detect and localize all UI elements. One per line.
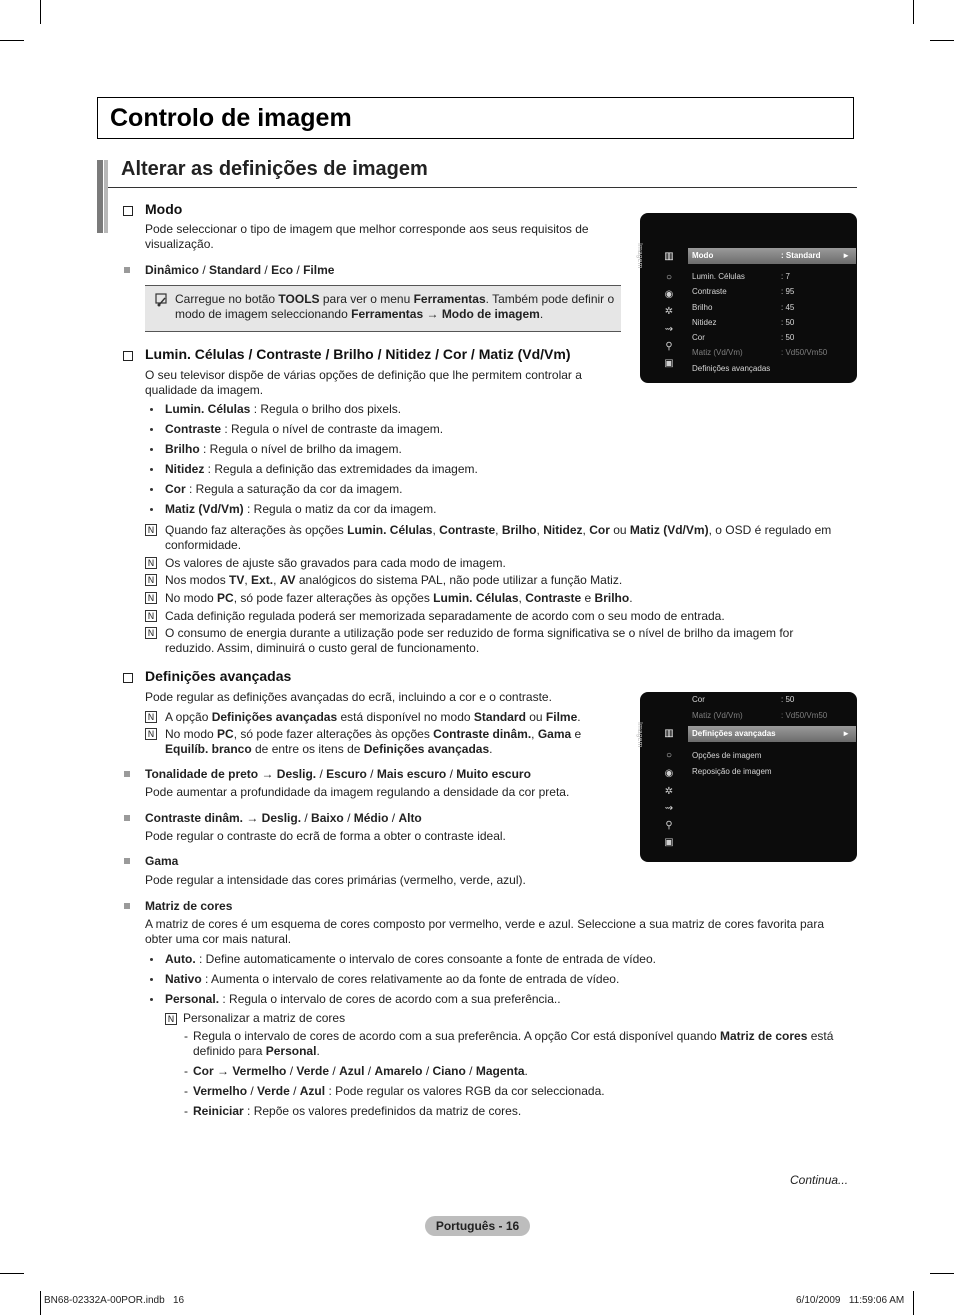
osd-row-label: Matiz (Vd/Vm) xyxy=(692,348,743,357)
osd-row-label: Lumin. Células xyxy=(692,272,745,281)
avancadas-note: No modo PC, só pode fazer alterações às opções Contraste dinâm., Gama e Equilíb. branco de entre os itens de Definições avançadas. xyxy=(165,727,582,756)
modo-heading: Modo xyxy=(145,201,183,217)
section-divider xyxy=(108,187,857,188)
chapter-header xyxy=(97,97,854,139)
osd-row xyxy=(688,269,856,285)
tonalidade-desc: Pode aumentar a profundidade da imagem regulando a densidade da cor preta. xyxy=(145,785,570,799)
osd-row-label: Definições avançadas xyxy=(692,364,771,373)
osd-row xyxy=(688,330,856,346)
osd-row-label: Definições avançadas xyxy=(692,729,776,738)
bullet-dot-icon xyxy=(150,998,153,1001)
bullet-dot-icon xyxy=(150,488,153,491)
print-file-info: BN68-02332A-00POR.indb 16 xyxy=(44,1295,185,1306)
matriz-detail: Cor → Vermelho / Verde / Azul / Amarelo / Ciano / Magenta. xyxy=(193,1064,528,1078)
osd-row-value: : Vd50/Vm50 xyxy=(781,711,828,720)
checkbox-bullet-icon xyxy=(123,351,133,361)
tools-note-text: Carregue no botão TOOLS para ver o menu Ferramentas. Também pode definir o modo de imagem seleccionando Ferramentas → Modo de imagem. xyxy=(175,292,615,321)
contraste-desc: Pode regular o contraste do ecrã de forma a obter o contraste ideal. xyxy=(145,829,506,843)
note-icon: N xyxy=(145,711,157,723)
osd-row-label: Matiz (Vd/Vm) xyxy=(692,711,743,720)
note-icon: N xyxy=(145,728,157,740)
osd-row-label: Contraste xyxy=(692,287,727,296)
lumin-bullet: Nitidez : Regula a definição das extremidades da imagem. xyxy=(165,462,478,476)
lumin-note: Nos modos TV, Ext., AV analógicos do sistema PAL, não pode utilizar a função Matiz. xyxy=(165,573,623,587)
bullet-dot-icon xyxy=(150,978,153,981)
osd-row-label: Reposição de imagem xyxy=(692,767,772,776)
gama-title: Gama xyxy=(145,854,179,868)
chapter-title: Controlo de imagem xyxy=(110,104,352,132)
setup-icon: ✲ xyxy=(664,306,674,317)
bullet-dot-icon xyxy=(150,508,153,511)
note-icon: N xyxy=(145,627,157,639)
print-date-info: 6/10/2009 11:59:06 AM xyxy=(796,1295,905,1306)
lumin-bullet: Matiz (Vd/Vm) : Regula o matiz da cor da imagem. xyxy=(165,502,437,516)
avancadas-note: A opção Definições avançadas está disponível no modo Standard ou Filme. xyxy=(165,710,581,724)
square-bullet-icon xyxy=(124,267,130,273)
osd-menu-picture xyxy=(636,213,857,383)
dash-bullet: - xyxy=(184,1064,188,1078)
osd-row-label: Modo xyxy=(692,251,714,260)
continua-label: Continua... xyxy=(790,1173,849,1187)
lumin-note: Quando faz alterações às opções Lumin. Células, Contraste, Brilho, Nitidez, Cor ou Matiz (Vd/Vm), o OSD é regulado em conformidade. xyxy=(165,523,832,552)
tonalidade-title: Tonalidade de preto → Deslig. / Escuro / Mais escuro / Muito escuro xyxy=(145,767,531,781)
dash-bullet: - xyxy=(184,1104,188,1118)
bullet-dot-icon xyxy=(150,448,153,451)
crop-mark xyxy=(0,40,24,41)
lumin-bullet: Brilho : Regula o nível de brilho da imagem. xyxy=(165,442,402,456)
modo-options: Dinâmico / Standard / Eco / Filme xyxy=(145,263,335,277)
picture-icon: ▥ xyxy=(664,728,674,739)
lumin-bullet: Lumin. Células : Regula o brilho dos pixels. xyxy=(165,402,402,416)
osd-row xyxy=(688,748,856,764)
osd-row-value: : 45 xyxy=(781,303,795,312)
note-icon: N xyxy=(145,610,157,622)
osd-side-label: Imagem xyxy=(636,722,643,748)
osd-row xyxy=(688,315,856,331)
sound-icon: ○ xyxy=(665,272,673,283)
arrow-right-icon: ► xyxy=(842,251,850,260)
note-icon: N xyxy=(145,574,157,586)
section-title: Alterar as definições de imagem xyxy=(121,158,428,180)
contraste-title: Contraste dinâm. → Deslig. / Baixo / Médio / Alto xyxy=(145,811,422,825)
osd-row-value: : 50 xyxy=(781,695,795,704)
osd-side-label: Imagem xyxy=(636,243,643,269)
crop-mark xyxy=(930,40,954,41)
osd-row xyxy=(688,692,856,708)
lumin-bullet: Cor : Regula a saturação da cor da imagem. xyxy=(165,482,403,496)
note-icon: N xyxy=(145,592,157,604)
picture-icon: ▥ xyxy=(664,251,674,262)
gama-desc: Pode regular a intensidade das cores primárias (vermelho, verde, azul). xyxy=(145,873,526,887)
lumin-heading: Lumin. Células / Contraste / Brilho / Nitidez / Cor / Matiz (Vd/Vm) xyxy=(145,346,571,362)
crop-mark xyxy=(40,1291,41,1315)
support-icon: ▣ xyxy=(664,837,674,848)
avancadas-desc: Pode regular as definições avançadas do ecrã, incluindo a cor e o contraste. xyxy=(145,690,552,704)
note-icon: N xyxy=(145,557,157,569)
tools-icon xyxy=(155,293,169,310)
osd-row-value: : Standard xyxy=(781,251,821,260)
matriz-title: Matriz de cores xyxy=(145,899,233,913)
sound-icon: ○ xyxy=(665,750,673,761)
personal-note: Personalizar a matriz de cores xyxy=(183,1011,346,1025)
section-bar xyxy=(104,160,108,233)
note-icon: N xyxy=(165,1013,177,1025)
matriz-bullet: Nativo : Aumenta o intervalo de cores relativamente ao da fonte de entrada de vídeo. xyxy=(165,972,620,986)
bullet-dot-icon xyxy=(150,428,153,431)
osd-selected-row xyxy=(688,248,856,264)
matriz-detail: Reiniciar : Repõe os valores predefinidos da matriz de cores. xyxy=(193,1104,522,1118)
lumin-bullet: Contraste : Regula o nível de contraste da imagem. xyxy=(165,422,444,436)
osd-row-value: : 95 xyxy=(781,287,795,296)
channel-icon: ◉ xyxy=(664,289,674,300)
lumin-desc: O seu televisor dispõe de várias opções de definição que lhe permitem controlar a qualidade da imagem. xyxy=(145,368,582,397)
osd-row-value: : 50 xyxy=(781,318,795,327)
osd-row-value: : Vd50/Vm50 xyxy=(781,348,828,357)
square-bullet-icon xyxy=(124,815,130,821)
crop-mark xyxy=(913,1291,914,1315)
checkbox-bullet-icon xyxy=(123,206,133,216)
matriz-detail: Vermelho / Verde / Azul : Pode regular os valores RGB da cor seleccionada. xyxy=(193,1084,605,1098)
bullet-dot-icon xyxy=(150,408,153,411)
arrow-right-icon: ► xyxy=(842,729,850,738)
lumin-note: Os valores de ajuste são gravados para cada modo de imagem. xyxy=(165,556,506,570)
note-icon: N xyxy=(145,524,157,536)
osd-row-label: Opções de imagem xyxy=(692,751,762,760)
osd-row-label: Cor xyxy=(692,695,705,704)
matriz-bullet: Personal. : Regula o intervalo de cores de acordo com a sua preferência.. xyxy=(165,992,561,1006)
matriz-detail: Regula o intervalo de cores de acordo com a sua preferência. A opção Cor está disponível quando Matriz de cores está definido para Personal. xyxy=(193,1029,834,1058)
dash-bullet: - xyxy=(184,1084,188,1098)
square-bullet-icon xyxy=(124,858,130,864)
osd-row xyxy=(688,284,856,300)
channel-icon: ◉ xyxy=(664,768,674,779)
osd-row xyxy=(688,300,856,316)
osd-row-label: Nitidez xyxy=(692,318,717,327)
modo-desc: Pode seleccionar o tipo de imagem que melhor corresponde aos seus requisitos de visualização. xyxy=(145,222,589,251)
application-icon: ⚲ xyxy=(665,820,673,831)
lumin-note: No modo PC, só pode fazer alterações às opções Lumin. Células, Contraste e Brilho. xyxy=(165,591,633,605)
lumin-note: O consumo de energia durante a utilização pode ser reduzido de forma significativa se o nível de brilho da imagem for reduzido. Assim, diminuirá o custo geral de funcionamento. xyxy=(165,626,794,655)
lumin-note: Cada definição regulada poderá ser memorizada separadamente de acordo com o seu modo de entrada. xyxy=(165,609,725,623)
bullet-dot-icon xyxy=(150,958,153,961)
square-bullet-icon xyxy=(124,903,130,909)
crop-mark xyxy=(40,0,41,24)
osd-row-label: Brilho xyxy=(692,303,713,312)
matriz-bullet: Auto. : Define automaticamente o intervalo de cores consoante a fonte de entrada de vídeo. xyxy=(165,952,656,966)
bullet-dot-icon xyxy=(150,468,153,471)
input-icon: ⇝ xyxy=(664,803,674,814)
page-number-pill: Português - 16 xyxy=(425,1216,530,1236)
checkbox-bullet-icon xyxy=(123,673,133,683)
matriz-desc: A matriz de cores é um esquema de cores composto por vermelho, verde e azul. Seleccione a sua matriz de cores favorita para obter uma cor mais natural. xyxy=(145,917,824,946)
osd-row xyxy=(688,764,856,780)
section-bar xyxy=(97,160,103,233)
crop-mark xyxy=(0,1273,24,1274)
osd-row-value: : 7 xyxy=(781,272,790,281)
osd-row-label: Cor xyxy=(692,333,705,342)
avancadas-heading: Definições avançadas xyxy=(145,668,292,684)
application-icon: ⚲ xyxy=(665,341,673,352)
osd-selected-row xyxy=(688,726,856,742)
osd-row xyxy=(688,708,856,724)
input-icon: ⇝ xyxy=(664,324,674,335)
square-bullet-icon xyxy=(124,771,130,777)
osd-row xyxy=(688,345,856,361)
osd-row-value: : 50 xyxy=(781,333,795,342)
crop-mark xyxy=(913,0,914,24)
crop-mark xyxy=(930,1273,954,1274)
support-icon: ▣ xyxy=(664,358,674,369)
osd-menu-advanced xyxy=(636,692,857,862)
tools-note-box xyxy=(145,285,621,332)
osd-row xyxy=(688,361,856,377)
setup-icon: ✲ xyxy=(664,786,674,797)
dash-bullet: - xyxy=(184,1029,188,1043)
